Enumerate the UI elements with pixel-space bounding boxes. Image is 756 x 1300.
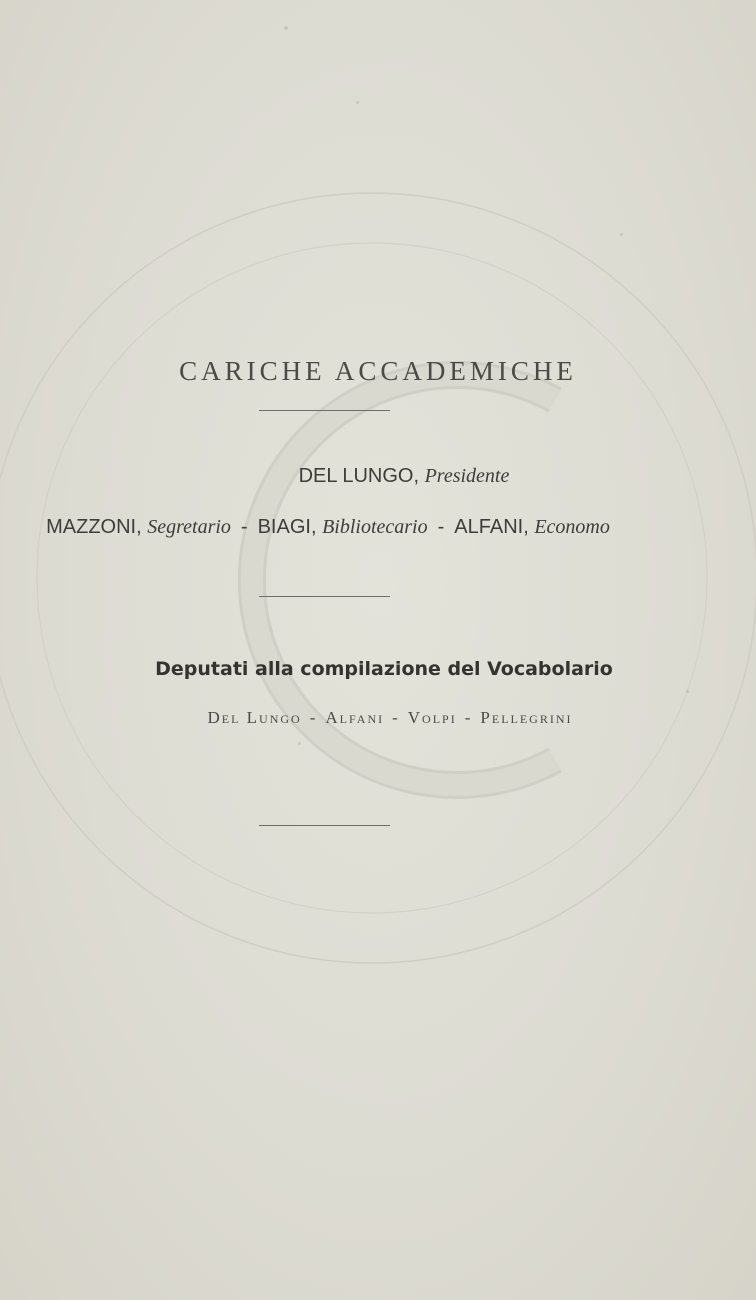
deputato-name: Alfani xyxy=(325,708,385,727)
deputati-names xyxy=(0,708,756,728)
paper-speck xyxy=(620,233,623,236)
separator: - xyxy=(437,516,445,538)
president-line xyxy=(26,465,756,488)
deputato-name: Pellegrini xyxy=(480,708,573,727)
separator: - xyxy=(309,708,318,727)
officer-name: ALFANI, xyxy=(454,516,529,538)
paper-speck xyxy=(284,26,288,30)
paper-speck xyxy=(356,101,359,104)
divider xyxy=(259,825,390,826)
separator: - xyxy=(240,516,248,538)
officer-name: BIAGI, xyxy=(257,516,317,538)
officer-role: Bibliotecario xyxy=(322,516,428,538)
deputato-name: Del Lungo xyxy=(207,708,302,727)
officers-line xyxy=(0,516,706,539)
divider xyxy=(259,596,390,597)
deputati-heading: Deputati alla compilazione del Vocabolario xyxy=(155,658,613,680)
divider xyxy=(259,410,390,411)
separator: - xyxy=(464,708,473,727)
officer-role: Economo xyxy=(534,516,610,538)
officer-entry xyxy=(454,516,610,539)
president-role: Presidente xyxy=(424,465,510,487)
officer-entry xyxy=(258,516,428,539)
officer-name: MAZZONI, xyxy=(46,516,142,538)
paper-speck xyxy=(686,690,689,693)
officer-role: Segretario xyxy=(147,516,231,538)
separator: - xyxy=(392,708,400,727)
paper-speck xyxy=(298,742,301,745)
officer-entry xyxy=(46,516,231,539)
deputato-name: Volpi xyxy=(407,708,457,727)
president-name: DEL LUNGO, xyxy=(298,465,420,487)
page-title: CARICHE ACCADEMICHE xyxy=(179,356,577,386)
